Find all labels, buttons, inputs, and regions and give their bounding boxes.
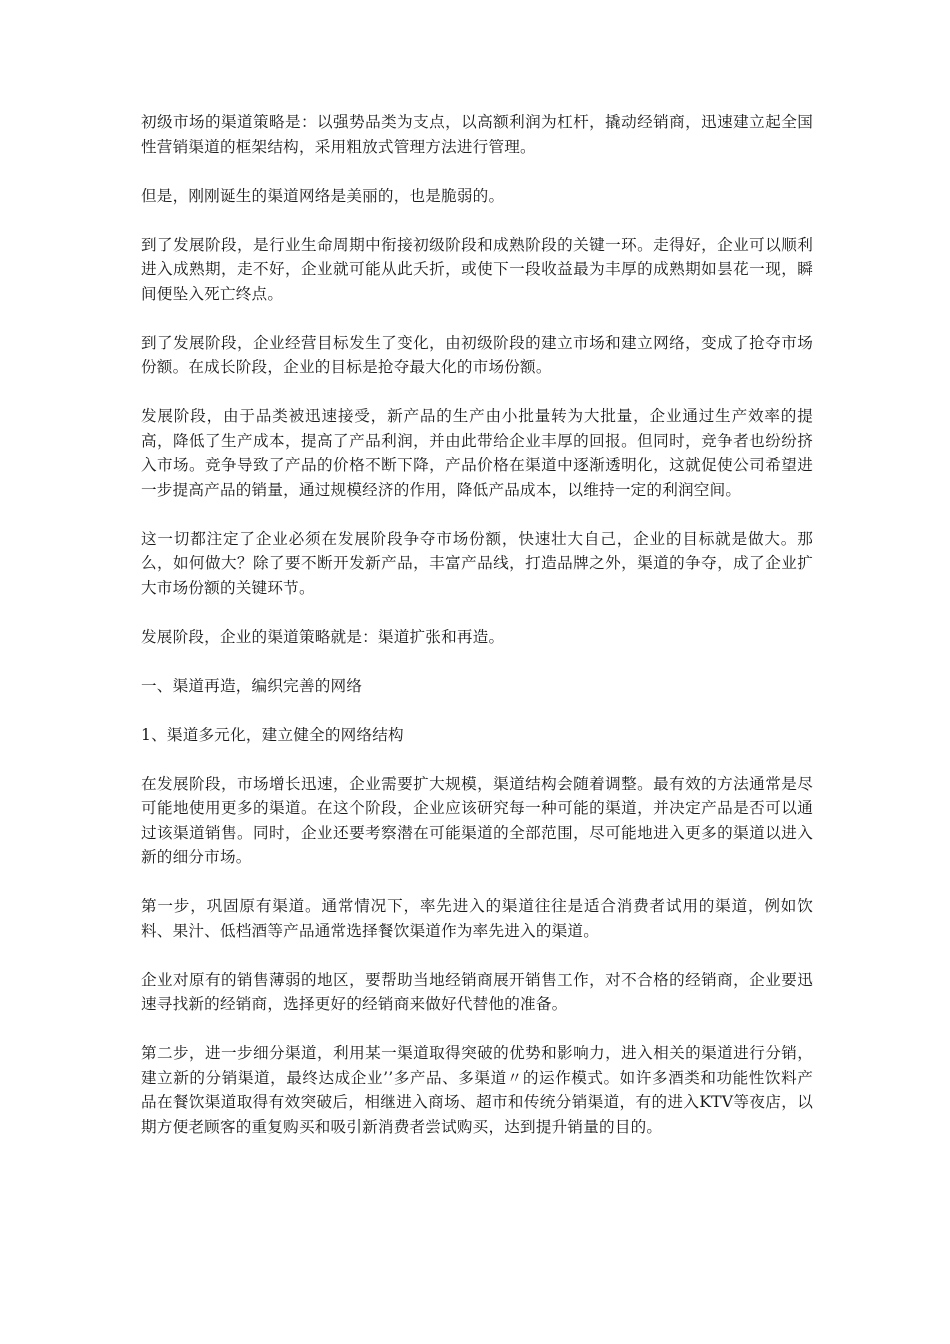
paragraph-weak-regions: 企业对原有的销售薄弱的地区，要帮助当地经销商展开销售工作，对不合格的经销商，企业要迅速寻找新的经销商，选择更好的经销商来做好代替他的准备。 (141, 970, 813, 1013)
paragraph-step-one: 第一步，巩固原有渠道。通常情况下，率先进入的渠道往往是适合消费者试用的渠道，例如饮料、果汁、低档酒等产品通常选择餐饮渠道作为率先进入的渠道。 (141, 897, 813, 940)
paragraph-channel-strategy: 发展阶段，企业的渠道策略就是：渠道扩张和再造。 (141, 627, 505, 646)
subsection-heading-diversification: 1、渠道多元化，建立健全的网络结构 (141, 725, 404, 744)
paragraph-grow-bigger: 这一切都注定了企业必须在发展阶段争夺市场份额，快速壮大自己，企业的目标就是做大。那么，如何做大？除了要不断开发新产品，丰富产品线，打造品牌之外，渠道的争夺，成了企业扩大市场份额的关键环节。 (141, 529, 813, 597)
paragraph-fragile-network: 但是，刚刚诞生的渠道网络是美丽的，也是脆弱的。 (141, 186, 505, 205)
paragraph-step-two: 第二步，进一步细分渠道，利用某一渠道取得突破的优势和影响力，进入相关的渠道进行分销，建立新的分销渠道，最终达成企业’’多产品、多渠道〃的运作模式。如许多酒类和功能性饮料产品在餐饮渠道取得有效突破后，相继进入商场、超市和传统分销渠道，有的进入KTV等夜店，以期方便老顾客的重复购买和吸引新消费者尝试购买，达到提升销量的目的。 (141, 1044, 813, 1136)
paragraph-market-share-goal: 到了发展阶段，企业经营目标发生了变化，由初级阶段的建立市场和建立网络，变成了抢夺市场份额。在成长阶段，企业的目标是抢夺最大化的市场份额。 (141, 333, 813, 376)
paragraph-primary-market-strategy: 初级市场的渠道策略是：以强势品类为支点，以高额利润为杠杆，撬动经销商，迅速建立起全国性营销渠道的框架结构，采用粗放式管理方法进行管理。 (141, 113, 813, 156)
paragraph-competition: 发展阶段，由于品类被迅速接受，新产品的生产由小批量转为大批量，企业通过生产效率的提高，降低了生产成本，提高了产品利润，并由此带给企业丰厚的回报。但同时，竞争者也纷纷挤入市场。竞争导致了产品的价格不断下降，产品价格在渠道中逐渐透明化，这就促使公司希望进一步提高产品的销量，通过规模经济的作用，降低产品成本，以维持一定的利润空间。 (141, 407, 813, 499)
document-body (141, 110, 813, 1164)
section-heading-channel-rebuild: 一、渠道再造，编织完善的网络 (141, 676, 363, 695)
paragraph-more-channels: 在发展阶段，市场增长迅速，企业需要扩大规模，渠道结构会随着调整。最有效的方法通常是尽可能地使用更多的渠道。在这个阶段，企业应该研究每一种可能的渠道，并决定产品是否可以通过该渠道销售。同时，企业还要考察潜在可能渠道的全部范围，尽可能地进入更多的渠道以进入新的细分市场。 (141, 774, 813, 866)
paragraph-development-stage-key: 到了发展阶段，是行业生命周期中衔接初级阶段和成熟阶段的关键一环。走得好，企业可以顺利进入成熟期，走不好，企业就可能从此夭折，或使下一段收益最为丰厚的成熟期如昙花一现，瞬间便坠入死亡终点。 (141, 235, 813, 303)
